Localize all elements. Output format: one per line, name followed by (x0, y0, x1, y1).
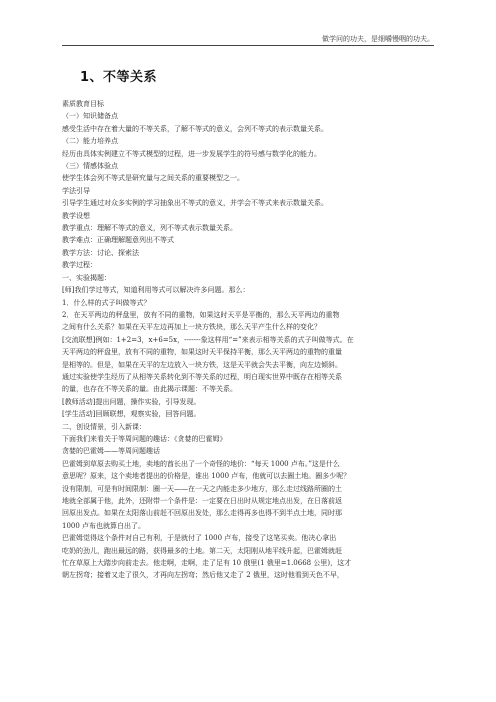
text-line: 忙在草原上大踏步向前走去。他走啊，走啊，走了足有 10 俄里(1 俄里=1.0668 公里)，这才 (62, 559, 352, 568)
text-line: 1000 卢布也就算白出了。 (62, 521, 146, 530)
text-line: （三）情感体验点 (62, 162, 118, 171)
text-line: [学生活动]回顾联想，观察实验，回答问题。 (62, 410, 201, 419)
text-line: 教学过程： (62, 261, 97, 270)
text-line: 地就全部属于他，此外，还附带一个条件是：一定要在日出时从规定地点出发，在日落前返 (62, 497, 342, 505)
text-line: 是相等的。但是，如果在天平的左边放入一块方铁，这是天平就会失去平衡，向左边倾斜。 (62, 360, 342, 369)
header-divider (62, 45, 434, 46)
text-line: 的量，也存在不等关系的量。由此揭示课题：不等关系。 (62, 385, 237, 394)
text-line: 一、实验揭题： (62, 273, 111, 282)
text-line: 引导学生通过对众多实例的学习抽象出不等式的意义，并学会不等式来表示数量关系。 (62, 199, 328, 208)
text-line: [教师活动]提出问题，操作实验，引导发现。 (62, 397, 201, 406)
text-line: 贪婪的巴霍姆——等周问题趣话 (62, 447, 160, 456)
text-line: 没有限制，可是有时间限制：圈一天——在一天之内能走多少地方，那么走过线路所圈的土 (62, 484, 342, 493)
text-line: （一）知识储备点 (62, 112, 118, 121)
text-line: 教学设想 (62, 211, 90, 220)
text-line: 教学难点：正确理解题意列出不等式 (62, 236, 174, 245)
text-line: 教学重点：理解不等式的意义，列不等式表示数量关系。 (62, 224, 237, 233)
text-line: 通过实验使学生经历了从相等关系转化到不等关系的过程，明白现实世界中既存在相等关系 (62, 372, 342, 381)
text-line: 使学生体会列不等式是研究量与之间关系的重要模型之一。 (62, 174, 244, 183)
text-line: 教学方法：讨论、探索法 (62, 248, 139, 257)
text-line: 学法引导 (62, 186, 90, 195)
text-line: 意思呢？原来，这个卖地者提出的价格是，谁出 1000 卢布，他就可以去圈土地。圈多少呢？ (62, 472, 351, 481)
text-line: 下面我们来看关于等周问题的趣话：《贪婪的巴霍姆》 (62, 434, 227, 443)
text-line: 天平两边的秤盘里，放有不同的重物，如果这时天平保持平衡，那么天平两边的重物的重量 (62, 348, 342, 357)
text-line: 1．什么样的式子叫做等式？ (62, 298, 151, 307)
text-line: [交流联想]例如：1+2=3，x+6=5x，-------象这样用“=”来表示相等关系的式子叫做等式。在 (62, 335, 354, 344)
text-line: 二、创设情景，引入新课： (62, 422, 146, 431)
text-line: 吃奶的劲儿，跑出最远的路，获得最多的土地。第二天，太阳刚从地平线升起，巴霍姆就赶 (62, 546, 342, 555)
body-text (62, 98, 442, 582)
text-line: 巴霍姆到草原去购买土地，卖地的酋长出了一个奇怪的地价：“每天 1000 卢布。”这是什么 (62, 459, 340, 468)
text-line: 2．在天平两边的秤盘里，放有不同的重物，如果这时天平是平衡的，那么天平两边的重物 (62, 310, 340, 319)
text-line: 素质教育目标 (62, 100, 104, 108)
text-line: 朝左拐弯；接着又走了很久，才再向左拐弯；然后他又走了 2 俄里，这时他看到天色不早， (62, 571, 344, 580)
text-line: 回原出发点。如果在太阳落山前赶不回原出发处，那么走得再多也得不到半点土地，同时那 (62, 509, 342, 518)
text-line: 巴霍姆觉得这个条件对自己有利，于是就付了 1000 卢布，接受了这笔买卖。他决心拿出 (62, 534, 337, 543)
section-title: 1、不等关系 (80, 70, 158, 85)
text-line: 之间有什么关系？如果在天平左边再加上一块方铁块，那么天平产生什么样的变化？ (62, 323, 321, 332)
text-line: [师]我们学过等式，知道利用等式可以解决许多问题。那么： (62, 286, 250, 295)
text-line: 经历由具体实例建立不等式模型的过程，进一步发展学生的符号感与数学化的能力。 (62, 149, 321, 158)
text-line: 感受生活中存在着大量的不等关系，了解不等式的意义，会列不等式的表示数量关系。 (62, 124, 328, 133)
running-header: 做学问的功夫，是细嚼慢咽的功夫。 (322, 35, 434, 43)
text-line: （二）能力培养点 (62, 137, 118, 146)
